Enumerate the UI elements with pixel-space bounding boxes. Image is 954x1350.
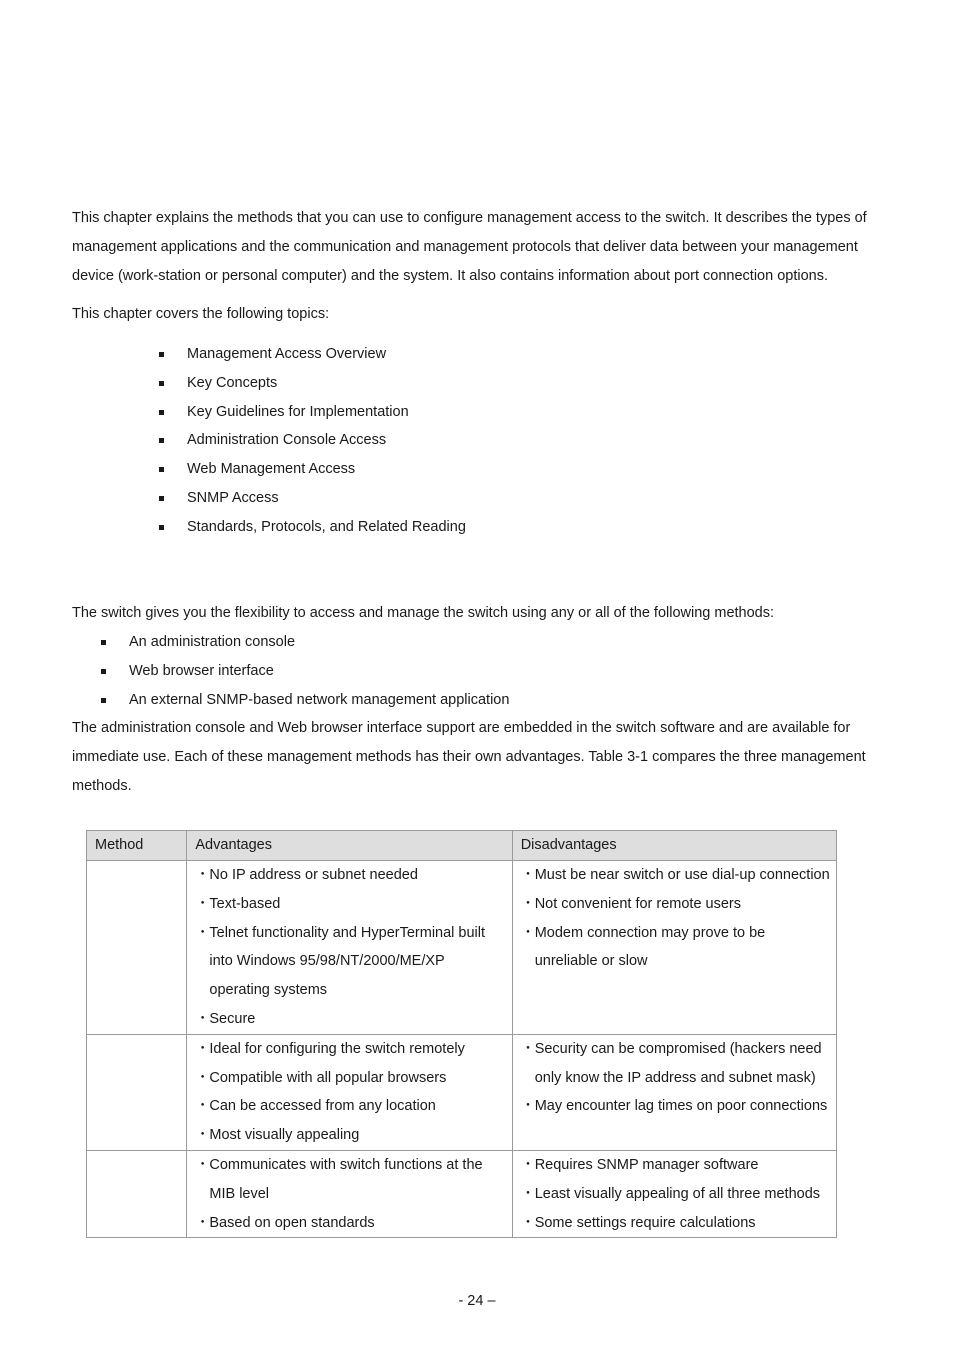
disadvantages-list [513,861,836,976]
square-bullet-icon [159,467,164,472]
dot-bullet-icon: ・ [520,867,536,883]
list-item: ・ May encounter lag times on poor connections [513,1092,836,1121]
dot-bullet-icon: ・ [195,1156,210,1173]
square-bullet-icon [159,525,164,530]
disadvantages-list [513,1151,836,1237]
dot-bullet-icon: ・ [520,1214,536,1231]
list-item: ・ Text-based [187,890,511,919]
advantages-list [187,861,511,1034]
dot-bullet-icon: ・ [520,924,536,941]
dot-bullet-icon: ・ [195,1010,210,1027]
table-header-row [87,831,837,861]
dot-bullet-icon: ・ [195,1214,210,1231]
dot-bullet-icon: ・ [195,867,210,883]
dot-bullet-icon: ・ [195,1069,210,1086]
header-method: Method [87,831,187,861]
dot-bullet-icon: ・ [195,1040,210,1057]
dot-bullet-icon: ・ [195,924,210,941]
list-item: ・ Security can be compromised (hackers need only know the IP address and subnet mask) [513,1035,836,1093]
list-item: ・ Not convenient for remote users [513,890,836,919]
list-item: ・ Based on open standards [187,1209,511,1238]
disadvantages-cell [512,1034,836,1150]
list-item: Web Management Access [159,455,466,484]
table-row [87,861,837,1035]
list-item: ・ Ideal for configuring the switch remotely [187,1035,511,1064]
list-item: Management Access Overview [159,340,466,369]
advantages-cell [187,1034,512,1150]
list-item: An external SNMP-based network management application [101,686,509,715]
square-bullet-icon [159,496,164,501]
list-item: ・ Must be near switch or use dial-up connection [513,861,836,890]
header-advantages: Advantages [187,831,512,861]
list-item: Key Guidelines for Implementation [159,398,466,427]
list-item: Administration Console Access [159,426,466,455]
method-cell [87,1150,187,1237]
dot-bullet-icon: ・ [520,1156,536,1173]
table-row [87,1150,837,1237]
advantages-cell [187,861,512,1035]
square-bullet-icon [101,640,106,645]
list-item: Web browser interface [101,657,509,686]
square-bullet-icon [159,381,164,386]
method-cell [87,1034,187,1150]
header-disadvantages: Disadvantages [512,831,836,861]
dot-bullet-icon: ・ [520,895,536,912]
list-item: ・ Modem connection may prove to be unreliable or slow [513,919,836,977]
list-item: Standards, Protocols, and Related Reading [159,513,466,542]
dot-bullet-icon: ・ [195,895,210,912]
comparison-table [86,830,837,1238]
list-item: ・ Secure [187,1005,511,1034]
square-bullet-icon [159,352,164,357]
table-row [87,1034,837,1150]
list-item: ・ Some settings require calculations [513,1209,836,1238]
square-bullet-icon [101,698,106,703]
switch-paragraph: The switch gives you the flexibility to access and manage the switch using any or all of the following methods: [72,605,775,621]
list-item: ・ Most visually appealing [187,1121,511,1150]
list-item: ・ Compatible with all popular browsers [187,1064,511,1093]
advantages-cell [187,1150,512,1237]
list-item: SNMP Access [159,484,466,513]
list-item: ・ Can be accessed from any location [187,1092,511,1121]
embedded-paragraph: The administration console and Web browser interface support are embedded in the switch software and are available for immediate use. Each of these management methods has their own advantages. Table 3-1 compares the three management methods. [72,720,866,794]
topics-list [159,340,466,542]
disadvantages-list [513,1035,836,1121]
list-item: ・ No IP address or subnet needed [187,861,511,890]
covers-text: This chapter covers the following topics: [72,306,330,322]
intro-paragraph: This chapter explains the methods that you can use to configure management access to the switch. It describes the types of management applications and the communication and management protocols that deliver data between your management device (work-station or personal computer) and the system. It also contains information about port connection options. [72,210,867,284]
square-bullet-icon [159,410,164,415]
disadvantages-cell [512,861,836,1035]
square-bullet-icon [101,669,106,674]
list-item: ・ Least visually appealing of all three methods [513,1180,836,1209]
method-cell [87,861,187,1035]
list-item: ・ Telnet functionality and HyperTerminal built into Windows 95/98/NT/2000/ME/XP operating systems [187,919,511,1005]
list-item: ・ Requires SNMP manager software [513,1151,836,1180]
methods-list [101,628,509,714]
disadvantages-cell [512,1150,836,1237]
advantages-list [187,1035,511,1150]
dot-bullet-icon: ・ [195,1127,210,1144]
list-item: An administration console [101,628,509,657]
dot-bullet-icon: ・ [520,1185,536,1202]
dot-bullet-icon: ・ [195,1098,210,1115]
advantages-list [187,1151,511,1237]
page-number: - 24 – [458,1293,496,1309]
list-item: ・ Communicates with switch functions at the MIB level [187,1151,511,1209]
dot-bullet-icon: ・ [520,1098,536,1115]
square-bullet-icon [159,438,164,443]
list-item: Key Concepts [159,369,466,398]
dot-bullet-icon: ・ [520,1040,536,1057]
